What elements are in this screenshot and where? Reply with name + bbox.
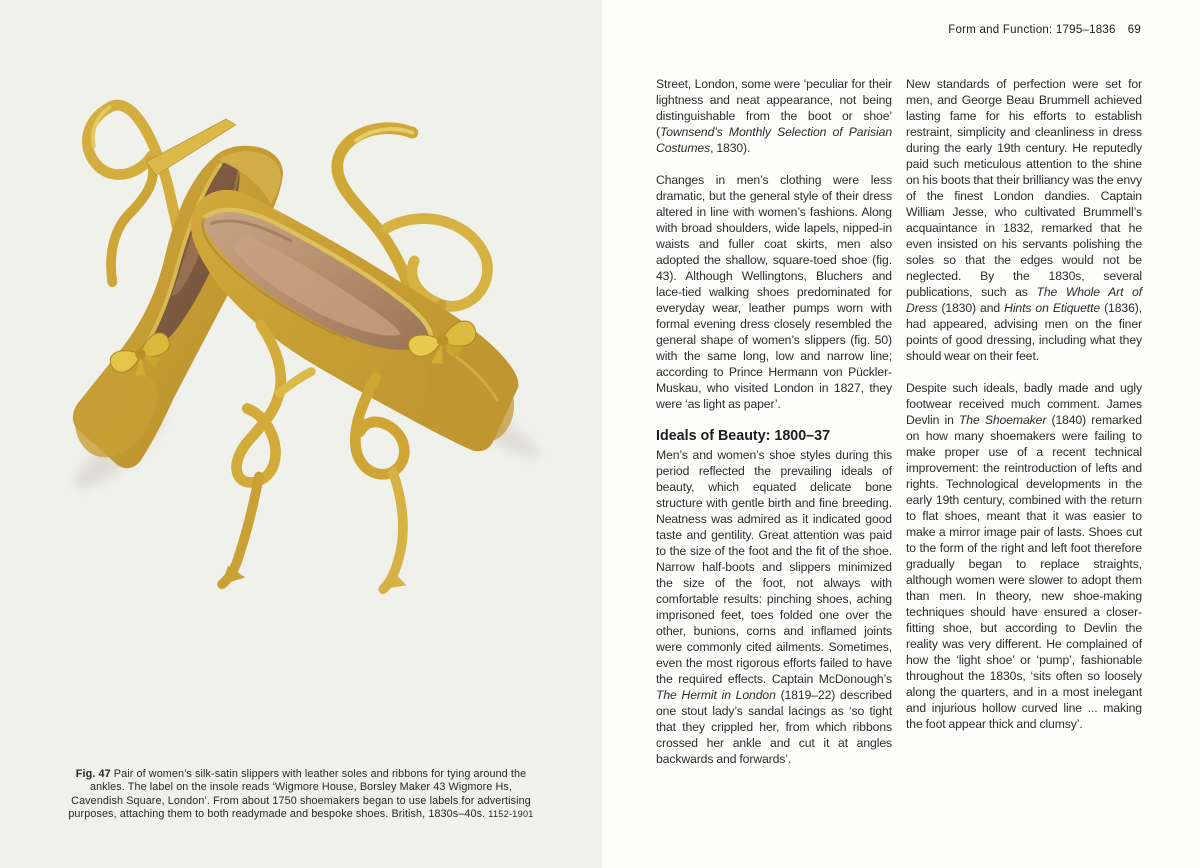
figure-caption: Fig. 47 Pair of women’s silk-satin slippers with leather soles and ribbons for tying around the ankles. The label on the insole reads ‘Wigmore House, Borsley Maker 43 Wigmore Hs, Cavendish Square, London’. From about 1750 shoemakers began to use labels for advertising purposes, attaching them to both readymade and bespoke shoes. British, 1830s–40s. 1152-1901 — [68, 768, 534, 821]
text-column-2 — [906, 76, 1142, 747]
paragraph: Changes in men’s clothing were less dramatic, but the general style of their dress altered in line with women’s fashions. Along with broad shoulders, wide lapels, nipped-in waists and fuller coat skirts, men also adopted the shallow, square-toed shoe (fig. 43). Although Wellingtons, Bluchers and lace-tied walking shoes predominated for everyday wear, leather pumps worn with formal evening dress closely resembled the general shape of women’s slippers (fig. 50) with the same long, low and narrow line; according to Prince Hermann von Pückler-Muskau, who visited London in 1827, they were ‘as light as paper’. — [656, 172, 892, 411]
section-heading: Ideals of Beauty: 1800–37 — [656, 428, 831, 444]
ribbon-bottom-left — [222, 325, 311, 584]
paragraph: Men’s and women’s shoe styles during this period reflected the prevailing ideals of beauty, which equated delicate bone structure with gentle birth and fine breeding. Neatness was admired as it indicated good taste and gentility. Great attention was paid to the size of the foot and the fit of the shoe. Narrow half-boots and slippers minimized the size of the foot, not always with comfortable results: pinching shoes, aching imprisoned feet, toes folded one over the other, bunions, corns and inflamed joints were commonly cited ailments. Sometimes, even the most rigorous efforts failed to have the required effects. Captain McDonough’s The Hermit in London (1819–22) described one stout lady’s sandal lacings as ‘so tight that they crippled her, from which ribbons crossed her ankle and cut it at angles backwards and forwards’. — [656, 448, 892, 766]
paragraph: New standards of perfection were set for men, and George Beau Brummell achieved lasting fame for his efforts to establish restraint, simplicity and cleanliness in dress during the early 19th century. He reputedly paid such meticulous attention to the shine on his boots that their brilliancy was the envy of the finest London dandies. Captain William Jesse, who cultivated Brummell’s acquaintance in 1832, remarked that he even insisted on his servants polishing the soles so that the edges would not be neglected. By the 1830s, several publications, such as The Whole Art of Dress (1830) and Hints on Etiquette (1836), had appeared, advising men on the finer points of good dressing, including what they should wear on their feet. — [906, 77, 1143, 363]
text-column-1 — [656, 76, 892, 783]
paragraph: Despite such ideals, badly made and ugly footwear received much comment. James Devlin in The Shoemaker (1840) remarked on how many shoemakers were failing to make proper use of a recent technical improvement: the reintroduction of lefts and rights. Technological developments in the early 19th century, combined with the return to flat shoes, meant that it was easier to make a mirror image pair of lasts. Shoes cut to the form of the right and left foot therefore gradually began to replace straights, although women were slower to adopt them than men. In theory, new shoe-making techniques should have ensured a closer-fitting shoe, but according to Devlin the reality was very different. He complained of how the ‘light shoe’ or ‘pump’, fashionable throughout the 1830s, ‘sits often so loosely along the quarters, and in a most inelegant and injurious hollow curved line ... making the foot appear thick and clumsy’. — [906, 380, 1142, 731]
slippers-photo — [55, 80, 560, 702]
page-number: 69 — [1127, 24, 1141, 36]
section-title: Form and Function: 1795–1836 — [948, 24, 1116, 36]
running-head — [948, 24, 1141, 36]
paragraph: Street, London, some were ‘peculiar for their lightness and neat appearance, not being distinguishable from the boot or shoe’ (Townsend’s Monthly Selection of Parisian Costumes, 1830). — [656, 77, 892, 155]
figure-47 — [55, 80, 560, 702]
